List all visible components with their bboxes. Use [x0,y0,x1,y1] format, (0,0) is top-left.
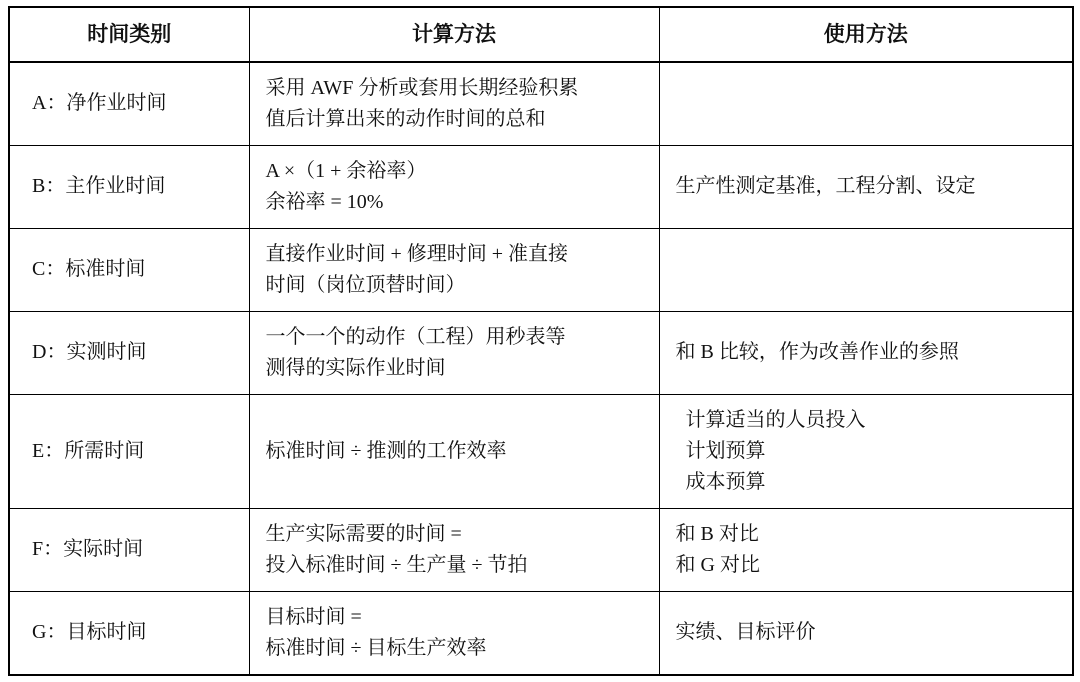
table-row [9,591,1073,675]
cell-category: D：实测时间 [9,311,249,394]
text-line: 和 B 比较，作为改善作业的参照 [675,341,959,364]
text-line: 计划预算 [685,439,766,462]
cell-category: B：主作业时间 [9,145,249,228]
cell-category: E：所需时间 [9,394,249,508]
text-line: 标准时间 ÷ 推测的工作效率 [265,439,507,462]
text-line: 投入标准时间 ÷ 生产量 ÷ 节拍 [265,553,528,576]
table-row [9,145,1073,228]
table-header-row [9,7,1073,62]
text-line: 生产实际需要的时间 = [265,522,462,545]
text-line: 成本预算 [685,470,766,493]
text-line: 一个一个的动作（工程）用秒表等 [265,325,566,348]
table-row [9,228,1073,311]
text-line: A ×（1 + 余裕率） [265,159,427,182]
table-body [9,62,1073,675]
cell-usage [659,591,1073,675]
cell-calculation [249,394,659,508]
cell-calculation [249,591,659,675]
text-line: 生产性测定基准，工程分割、设定 [675,175,976,198]
text-line: 和 G 对比 [675,553,760,576]
cell-usage [659,508,1073,591]
text-line: 实绩、目标评价 [675,621,816,644]
table-row [9,394,1073,508]
text-line: 计算适当的人员投入 [685,408,866,431]
column-header-usage: 使用方法 [659,7,1073,62]
cell-category: A：净作业时间 [9,62,249,146]
cell-category: F：实际时间 [9,508,249,591]
column-header-calculation: 计算方法 [249,7,659,62]
cell-category: G：目标时间 [9,591,249,675]
column-header-category: 时间类别 [9,7,249,62]
text-line: 值后计算出来的动作时间的总和 [265,107,546,130]
table-header [9,7,1073,62]
table-row [9,62,1073,146]
cell-usage [659,394,1073,508]
cell-calculation [249,145,659,228]
text-line: 标准时间 ÷ 目标生产效率 [265,636,487,659]
text-line: 时间（岗位顶替时间） [265,273,466,296]
cell-usage [659,145,1073,228]
text-line: 测得的实际作业时间 [265,356,446,379]
cell-usage [659,228,1073,311]
time-category-table [8,6,1074,676]
table-row [9,311,1073,394]
text-line: 采用 AWF 分析或套用长期经验积累 [265,76,579,99]
cell-calculation [249,508,659,591]
table-row [9,508,1073,591]
cell-calculation [249,62,659,146]
text-line: 目标时间 = [265,605,362,628]
cell-usage [659,62,1073,146]
cell-calculation [249,228,659,311]
text-line: 和 B 对比 [675,522,759,545]
cell-usage [659,311,1073,394]
cell-calculation [249,311,659,394]
cell-category: C：标准时间 [9,228,249,311]
text-line: 余裕率 = 10% [265,190,384,213]
text-line: 直接作业时间 + 修理时间 + 准直接 [265,242,569,265]
